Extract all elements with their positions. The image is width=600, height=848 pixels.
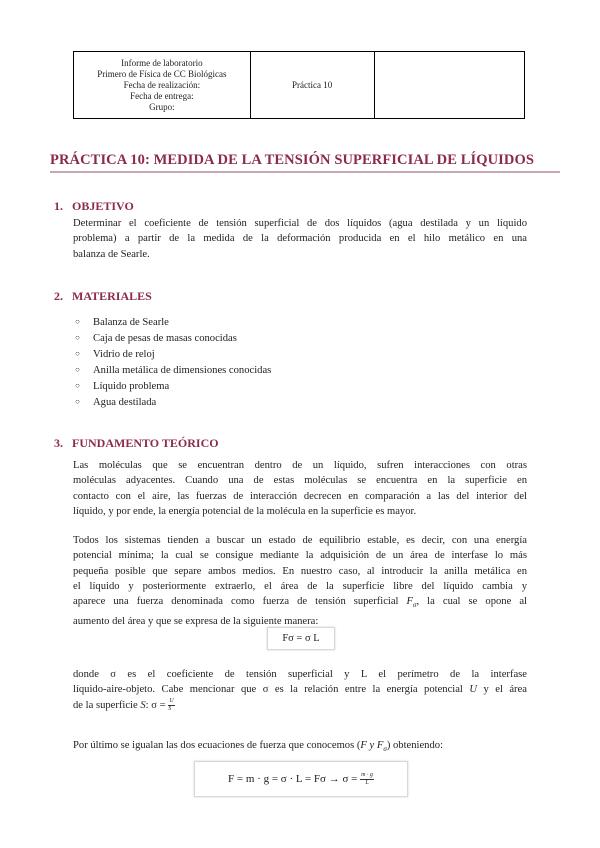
page-title: PRÁCTICA 10: MEDIDA DE LA TENSIÓN SUPERFICIAL DE LÍQUIDOS <box>50 152 535 168</box>
fundamento-paragraph-1 <box>73 458 527 519</box>
text-line: aumento del área y que se expresa de la siguiente manera: <box>73 615 319 627</box>
header-info-cell <box>74 52 251 119</box>
header-line: Informe de laboratorio <box>121 57 203 68</box>
text-line: pequeña posible que separe ambos medios. En nuestro caso, al introducir la anilla metálica en <box>73 565 527 577</box>
section-heading-objetivo <box>54 199 134 214</box>
text-line: Todos los sistemas tienden a buscar un estado de equilibrio estable, es decir, con una energía <box>73 535 527 546</box>
text-line: donde σ es el coeficiente de tensión superficial y L el perímetro de la interfase <box>73 669 527 680</box>
text-line: moléculas adyacentes. Cuando una de estas moléculas se encuentra en la superficie en <box>73 475 527 487</box>
list-item: ○ Vidrio de reloj <box>75 346 271 362</box>
text-line: aparece una fuerza denominada como fuerza de tensión superficial $F_\sigma$, la cual se opone al <box>73 596 527 610</box>
text-line: Determinar el coeficiente de tensión superficial de dos líquidos (agua destilada y un líquido <box>73 218 527 229</box>
header-practice-cell: Práctica 10 <box>250 52 374 119</box>
equation-text: F = m · g = σ · L = Fσ → σ = <box>228 773 358 785</box>
fundamento-paragraph-2 <box>73 533 527 629</box>
section-heading-materiales <box>54 289 152 304</box>
section-title: MATERIALES <box>72 289 152 303</box>
list-item: ○ Anilla metálica de dimensiones conocidas <box>75 362 271 378</box>
equation-box-1: Fσ = σ L <box>267 627 335 650</box>
text-line: Por último se igualan las dos ecuaciones de fuerza que conocemos (F y $F_\sigma$) obteniendo: <box>73 740 444 754</box>
list-item: ○ Líquido problema <box>75 378 271 394</box>
circle-bullet-icon: ○ <box>75 349 80 358</box>
circle-bullet-icon: ○ <box>75 397 80 406</box>
text-line: problema) a partir de la medida de la deformación producida en el hilo metálico en una <box>73 233 527 245</box>
section-number: 1. <box>54 199 63 213</box>
section-number: 3. <box>54 436 63 450</box>
circle-bullet-icon: ○ <box>75 381 80 390</box>
text-line: contacto con el aire, las fuerzas de interacción decrecen en comparación a las del interior del <box>73 490 527 502</box>
header-line: Fecha de realización: <box>123 79 201 90</box>
text-line: Las moléculas que se encuentran dentro de un líquido, sufren interacciones con otras <box>73 460 527 471</box>
circle-bullet-icon: ○ <box>75 365 80 374</box>
text-line: potencial mínima; la cual se consigue mediante la adquisición de un área de interfase lo más <box>73 550 527 562</box>
header-line: Fecha de entrega: <box>130 90 194 101</box>
text-line: balanza de Searle. <box>73 248 150 260</box>
fundamento-paragraph-4 <box>73 738 527 757</box>
section-number: 2. <box>54 289 63 303</box>
text-line: líquido-aire-objeto. Cabe mencionar que σ es la relación entre la energía potencial U y el área <box>73 684 527 696</box>
materials-list <box>75 314 271 410</box>
circle-bullet-icon: ○ <box>75 333 80 342</box>
fraction-mg-over-l: $\frac{m \cdot g}{L}$ <box>361 771 373 786</box>
header-empty-cell <box>374 52 525 119</box>
text-line: de la superficie S: σ = $\frac{U}{S}$ <box>73 697 174 712</box>
list-item: ○ Agua destilada <box>75 394 271 410</box>
title-underline <box>50 171 560 173</box>
header-table <box>73 51 525 119</box>
header-line: Grupo: <box>149 101 175 112</box>
fraction-u-over-s: $\frac{U}{S}$ <box>168 697 174 712</box>
section-title: FUNDAMENTO TEÓRICO <box>72 436 219 450</box>
text-line: líquido, y por ende, la energía potencial de la molécula en la superficie es mayor. <box>73 505 417 517</box>
equation-box-2 <box>194 761 408 797</box>
header-line: Primero de Física de CC Biológicas <box>97 68 227 79</box>
circle-bullet-icon: ○ <box>75 317 80 326</box>
list-item: ○ Caja de pesas de masas conocidas <box>75 330 271 346</box>
list-item: ○ Balanza de Searle <box>75 314 271 330</box>
section-title: OBJETIVO <box>72 199 134 213</box>
section-heading-fundamento <box>54 436 219 451</box>
text-line: el líquido y posteriormente extraerlo, el área de la superficie libre del líquido cambia y <box>73 580 527 592</box>
objetivo-paragraph <box>73 216 527 262</box>
fundamento-paragraph-3 <box>73 667 527 713</box>
